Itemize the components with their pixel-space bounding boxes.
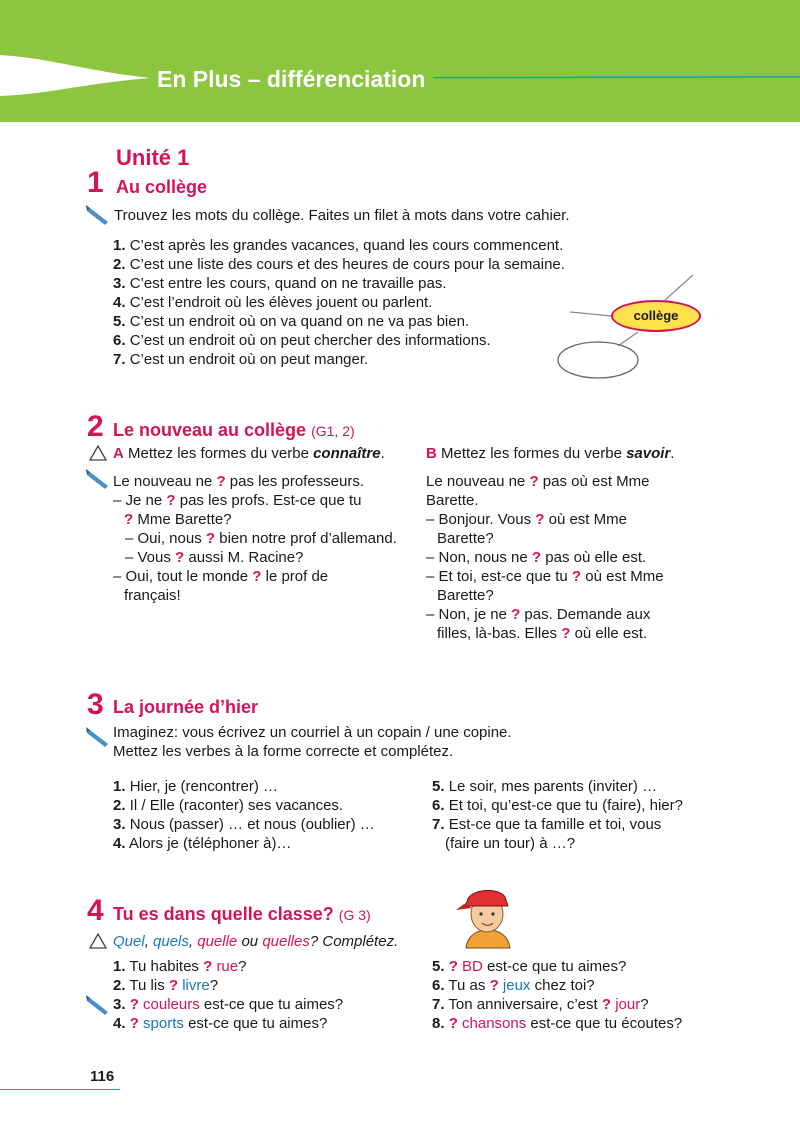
exercise-4-list-right: [432, 957, 762, 1033]
exercise-2a-instruction: A Mettez les formes du verbe connaître.: [113, 445, 385, 462]
page-title: En Plus – différenciation: [157, 66, 426, 92]
page-number: 116: [90, 1068, 115, 1085]
list-item: 7. Est-ce que ta famille et toi, vous: [432, 816, 662, 833]
list-item: 6. C’est un endroit où on peut chercher des informations.: [113, 332, 491, 349]
list-item: 7. Ton anniversaire, c’est ? jour?: [432, 996, 649, 1013]
list-item: 8. ? chansons est-ce que tu écoutes?: [432, 1015, 683, 1032]
list-item: 4. ? sports est-ce que tu aimes?: [113, 1015, 328, 1032]
pencil-icon: [86, 204, 112, 226]
exercise-2b-instruction: B Mettez les formes du verbe savoir.: [426, 445, 675, 462]
exercise-2a-text: Le nouveau ne ? pas les professeurs. – Je ne ? pas les profs. Est-ce que tu ? Mme Barette? – Oui, nous ? bien notre prof d’allemand. – Vous ? aussi M. Racine? – Oui, tout le monde ? le prof de français!: [113, 473, 397, 604]
list-item: 7. C’est un endroit où on peut manger.: [113, 351, 369, 368]
exercise-1-number: 1: [87, 166, 104, 199]
grammar-ref: (G 3): [338, 907, 371, 923]
exercise-3-list-right: [432, 777, 732, 853]
list-item: 5. Le soir, mes parents (inviter) …: [432, 778, 658, 795]
exercise-1-title: Au collège: [116, 177, 208, 197]
list-item: 1. Hier, je (rencontrer) …: [113, 778, 279, 795]
grammar-ref: (G1, 2): [311, 423, 355, 439]
list-item: 2. C’est une liste des cours et des heures de cours pour la semaine.: [113, 256, 565, 273]
exercise-3-instruction: Imaginez: vous écrivez un courriel à un copain / une copine. Mettez les verbes à la forme correcte et complétez.: [113, 724, 512, 760]
list-item: 4. C’est l’endroit où les élèves jouent ou parlent.: [113, 294, 433, 311]
exercise-2-title: Le nouveau au collège (G1, 2): [113, 420, 355, 440]
list-item: 3. ? couleurs est-ce que tu aimes?: [113, 996, 344, 1013]
pencil-icon: [86, 468, 112, 490]
list-item: 1. C’est après les grandes vacances, quand les cours commencent.: [113, 237, 564, 254]
list-item: (faire un tour) à …?: [445, 835, 576, 852]
triangle-icon: [88, 932, 108, 950]
list-item: 2. Il / Elle (raconter) ses vacances.: [113, 797, 344, 814]
footer-rule: [0, 1089, 120, 1090]
unit-heading: Unité 1: [116, 145, 190, 170]
list-item: 6. Tu as ? jeux chez toi?: [432, 977, 595, 994]
list-item: 3. C’est entre les cours, quand on ne travaille pas.: [113, 275, 447, 292]
exercise-4-list-left: [113, 957, 423, 1033]
list-item: 3. Nous (passer) … et nous (oublier) …: [113, 816, 375, 833]
exercise-3-number: 3: [87, 688, 104, 721]
list-item: 4. Alors je (téléphoner à)…: [113, 835, 292, 852]
boy-illustration: [452, 880, 522, 950]
exercise-3-list-left: [113, 777, 423, 853]
pencil-icon: [86, 726, 112, 748]
triangle-icon: [88, 444, 108, 462]
list-item: 1. Tu habites ? rue?: [113, 958, 247, 975]
exercise-4-title: Tu es dans quelle classe? (G 3): [113, 904, 371, 924]
list-item: 6. Et toi, qu’est-ce que tu (faire), hier?: [432, 797, 683, 814]
word-web-bubble: collège: [611, 300, 701, 332]
list-item: 2. Tu lis ? livre?: [113, 977, 219, 994]
exercise-2-number: 2: [87, 410, 104, 443]
exercise-2b-text: Le nouveau ne ? pas où est Mme Barette. – Bonjour. Vous ? où est Mme Barette? – Non, nous ne ? pas où elle est. – Et toi, est-ce que tu ? où est Mme Barette? – Non, je ne ? pas. Demande aux filles, là-bas. Elles ? où elle est.: [426, 473, 664, 642]
pencil-icon: [86, 994, 112, 1016]
list-item: 5. C’est un endroit où on va quand on ne va pas bien.: [113, 313, 470, 330]
exercise-1-instruction: Trouvez les mots du collège. Faites un filet à mots dans votre cahier.: [114, 207, 570, 224]
exercise-4-instruction: Quel, quels, quelle ou quelles? Complétez.: [113, 933, 399, 950]
exercise-4-number: 4: [87, 894, 104, 927]
exercise-3-title: La journée d’hier: [113, 697, 259, 717]
list-item: 5. ? BD est-ce que tu aimes?: [432, 958, 627, 975]
